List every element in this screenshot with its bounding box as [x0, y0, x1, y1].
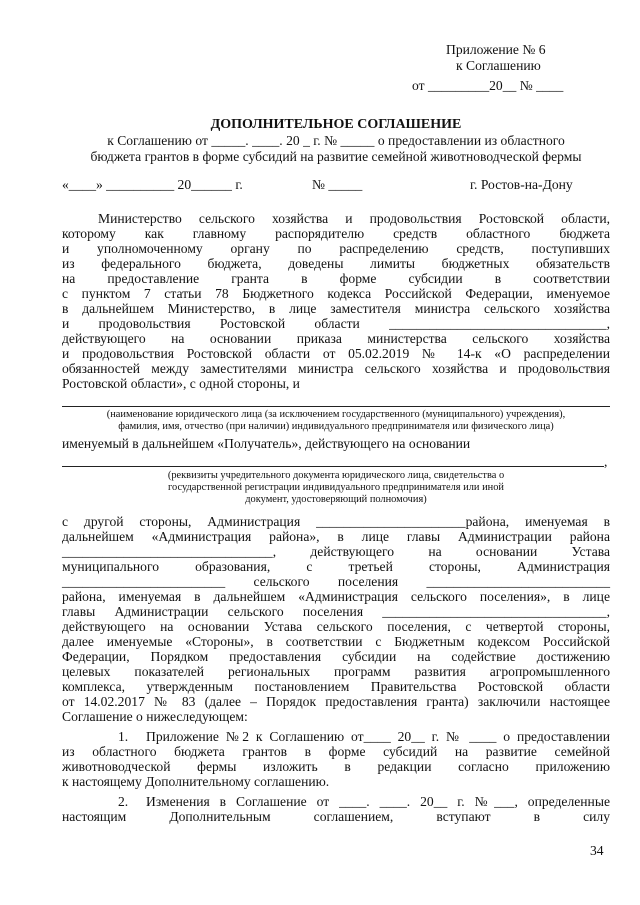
item-text: Изменения в Соглашение от ____. ____. 20__ г. №___, определенные [146, 794, 610, 809]
recipient-line: именуемый в дальнейшем «Получатель», действующего на основании [62, 436, 471, 451]
annex-agreement-label: к Соглашению [456, 58, 541, 73]
body2-line: Соглашение о нижеследующем: [62, 709, 248, 724]
body2-line: с другой стороны, Администрация ______________________района, именуемая в [62, 514, 610, 529]
body-line: из федерального бюджета, доведены лимиты бюджетных обязательств [62, 256, 610, 271]
body-line: Ростовской области», с одной стороны, и [62, 376, 300, 391]
item-text: из областного бюджета грантов в форме субсидий на развитие семейной [62, 744, 610, 759]
title-subline-2: бюджета грантов в форме субсидий на развитие семейной животноводческой фермы [90, 149, 582, 164]
recipient-blank-line [62, 406, 610, 407]
body2-line: главы Администрации сельского поселения _________________________________, [62, 604, 610, 619]
body2-line: далее именуемые «Стороны», в соответствии с Бюджетным кодексом Российской [62, 634, 610, 649]
body2-line: _______________________________, действующего на основании Устава [62, 544, 610, 559]
item-number: 1. [118, 729, 129, 744]
document-title: ДОПОЛНИТЕЛЬНОЕ СОГЛАШЕНИЕ [210, 117, 462, 132]
requisites-comma: , [604, 454, 608, 469]
body-line: на предоставление гранта в форме субсидии в соответствии [62, 271, 610, 286]
body2-line: дальнейшем «Администрация района», в лице главы Администрации района [62, 529, 610, 544]
body2-line: от 14.02.2017 № 83 (далее – Порядок предоставления гранта) заключили настоящее [62, 694, 610, 709]
body-line: в дальнейшем Министерство, в лице заместителя министра сельского хозяйства [62, 301, 610, 316]
annex-date-line: от _________20__ № ____ [412, 78, 564, 93]
agreement-date: «____» __________ 20______ г. [62, 177, 243, 192]
requisites-note: государственной регистрации индивидуального предпринимателя или иной [168, 482, 504, 493]
item-text: настоящим Дополнительным соглашением, вступают в силу [62, 809, 610, 824]
item-text: животноводческой фермы изложить в редакции согласно приложению [62, 759, 610, 774]
body2-line: Федерации, Порядком предоставления субсидии на содействие достижению [62, 649, 610, 664]
item-text: к настоящему Дополнительному соглашению. [62, 774, 330, 789]
item-text: Приложение №2 к Соглашению от____ 20__ г. № ____ о предоставлении [146, 729, 610, 744]
title-subline-1: к Соглашению от _____. ____. 20 _ г. № _____ о предоставлении из областного [107, 133, 565, 148]
recipient-note: (наименование юридического лица (за исключением государственного (муниципального) учреждения), [106, 409, 566, 420]
body2-line: целевых показателей региональных программ развития агропромышленного [62, 664, 610, 679]
body-line: которому как главному распорядителю средств областного бюджета [62, 226, 610, 241]
body2-line: действующего на основании Устава сельского поселения, с четвертой стороны, [62, 619, 610, 634]
body-line: Министерство сельского хозяйства и продовольствия Ростовской области, [98, 211, 610, 226]
agreement-city: г. Ростов-на-Дону [470, 177, 573, 192]
agreement-number: № _____ [312, 177, 363, 192]
body2-line: ________________________ сельского поселения ___________________________ [62, 574, 610, 589]
body2-line: муниципального образования, с третьей стороны, Администрация [62, 559, 610, 574]
body-line: обязанностей между заместителями министра сельского хозяйства и продовольствия [62, 361, 610, 376]
item-number: 2. [118, 794, 129, 809]
body-line: и уполномоченному органу по распределению средств, поступивших [62, 241, 610, 256]
requisites-note: документ, удостоверяющий полномочия) [245, 494, 427, 505]
annex-label: Приложение № 6 [446, 42, 546, 57]
body-line: с пунктом 7 статьи 78 Бюджетного кодекса Российской Федерации, именуемое [62, 286, 610, 301]
requisites-blank-line [62, 466, 604, 467]
body2-line: комплекса, утвержденным постановлением Правительства Ростовской области [62, 679, 610, 694]
page-number: 34 [590, 843, 604, 858]
body-line: и продовольствия Ростовской области от 05.02.2019 № 14-к «О распределении [62, 346, 610, 361]
recipient-note: фамилия, имя, отчество (при наличии) индивидуального предпринимателя или физического лица) [118, 421, 554, 432]
body-line: и продовольствия Ростовской области ________________________________, [62, 316, 610, 331]
requisites-note: (реквизиты учредительного документа юридического лица, свидетельства о [167, 470, 505, 481]
body2-line: района, именуемая в дальнейшем «Администрация сельского поселения», в лице [62, 589, 610, 604]
body-line: действующего на основании приказа министерства сельского хозяйства [62, 331, 610, 346]
